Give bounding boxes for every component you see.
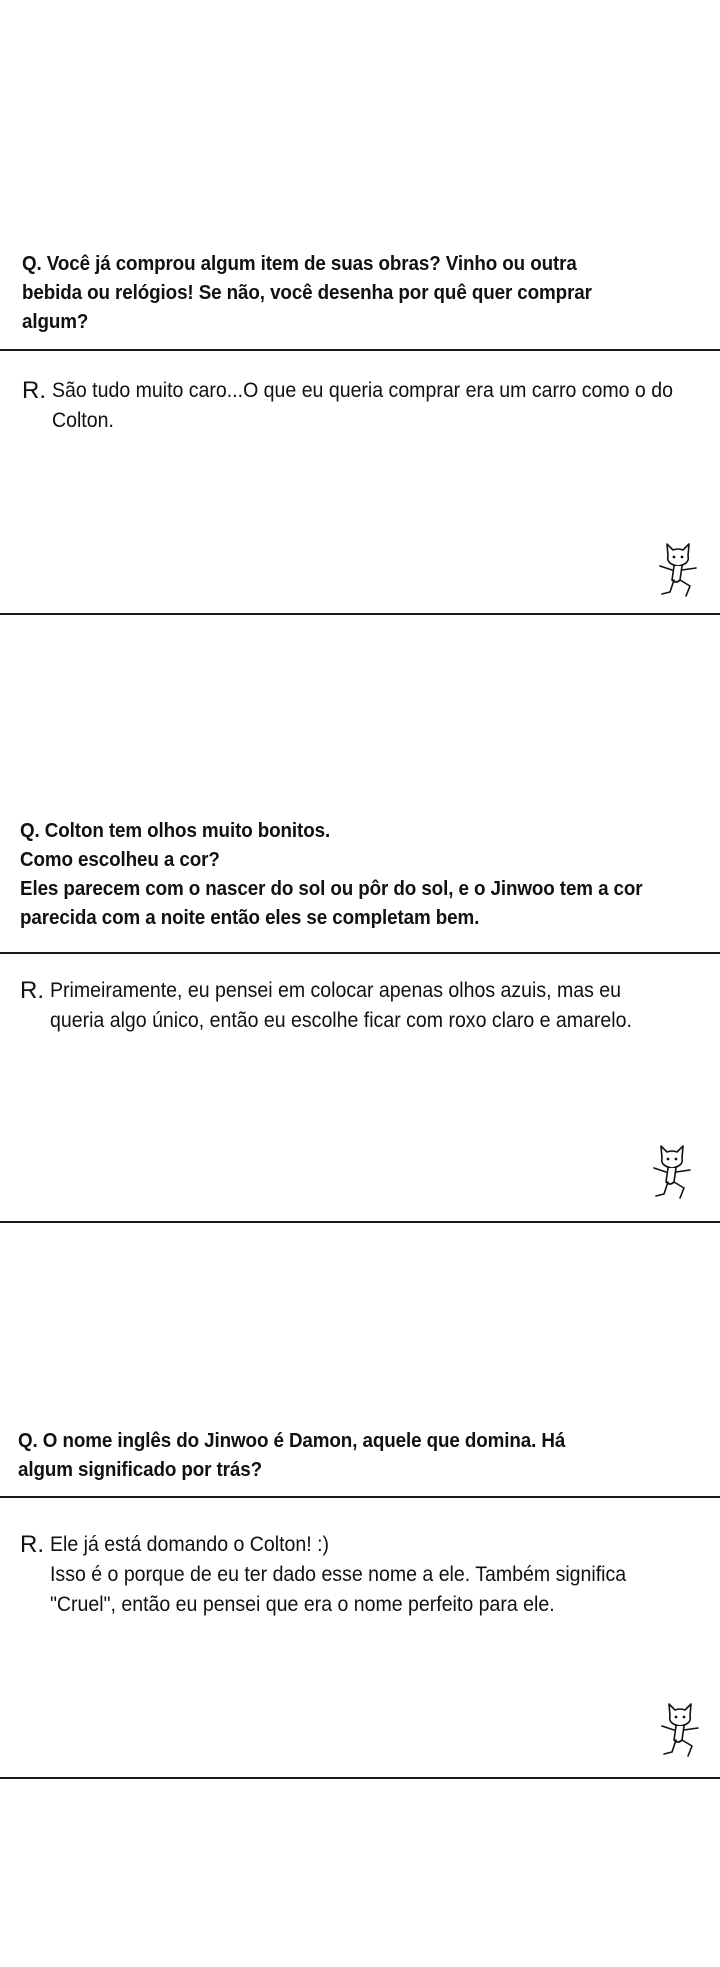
divider: [0, 1221, 720, 1223]
cat-mascot-icon: [654, 1696, 706, 1758]
divider: [0, 1496, 720, 1498]
divider: [0, 613, 720, 615]
answer-text: Ele já está domando o Colton! :) Isso é o porque de eu ter dado esse nome a ele. Também significa "Cruel", então eu pensei que era o nome perfeito para ele.: [50, 1533, 627, 1616]
answer-letter: R.: [20, 1531, 44, 1558]
answer-letter: R.: [20, 977, 44, 1004]
answer-letter: R.: [22, 377, 46, 404]
question-text: Q. Você já comprou algum item de suas obras? Vinho ou outra bebida ou relógios! Se não, você desenha por quê quer comprar algum?: [22, 253, 592, 333]
question-text: Q. Colton tem olhos muito bonitos. Como escolheu a cor? Eles parecem com o nascer do sol ou pôr do sol, e o Jinwoo tem a cor parecida com a noite então eles se completam bem.: [20, 820, 643, 929]
cat-mascot-icon: [646, 1138, 698, 1200]
divider: [0, 952, 720, 954]
divider: [0, 349, 720, 351]
answer-text: Primeiramente, eu pensei em colocar apenas olhos azuis, mas eu queria algo único, então eu escolhe ficar com roxo claro e amarelo.: [50, 979, 632, 1032]
divider: [0, 1777, 720, 1779]
question-text: Q. O nome inglês do Jinwoo é Damon, aquele que domina. Há algum significado por trás?: [18, 1430, 566, 1481]
cat-mascot-icon: [652, 536, 704, 598]
answer-text: São tudo muito caro...O que eu queria comprar era um carro como o do Colton.: [52, 379, 673, 432]
